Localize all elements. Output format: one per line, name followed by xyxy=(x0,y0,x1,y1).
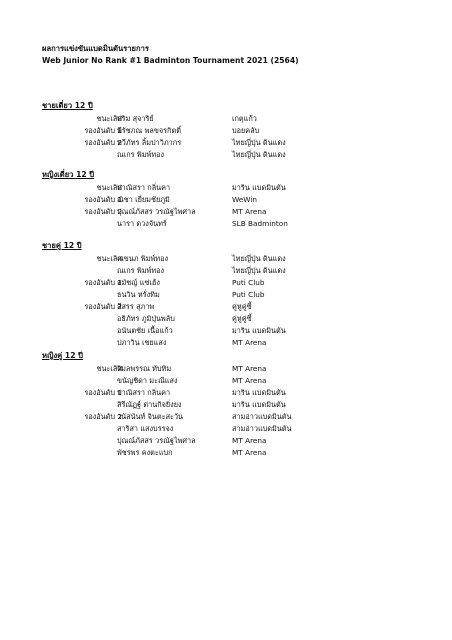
result-row xyxy=(42,435,422,447)
club-name: มาริน แบดมินตัน xyxy=(232,388,286,397)
result-row xyxy=(42,137,422,149)
club-name: บอยคลับ xyxy=(232,126,260,135)
player-name: วิมลพรรณ ทับทิม xyxy=(117,364,172,373)
result-row xyxy=(42,325,422,337)
club-name: ไทยญี่ปุ่น ดินแดง xyxy=(232,266,286,275)
result-row xyxy=(42,289,422,301)
club-name: สามอ่าวแบดมินตัน xyxy=(232,412,292,421)
placing-label: รองอันดับ 1 xyxy=(84,126,122,135)
placing-label: ชนะเลิศ xyxy=(96,254,122,263)
result-row xyxy=(42,218,422,230)
club-name: Puti Club xyxy=(232,278,265,287)
player-name: ปุณณ์ภัสสร วรณัฐไพศาล xyxy=(117,436,196,445)
placing-label: รองอันดับ 1 xyxy=(84,195,122,204)
club-name: MT Arena xyxy=(232,376,267,385)
section-boys-doubles xyxy=(42,240,422,349)
placing-label: รองอันดับ 2 xyxy=(84,302,122,311)
club-name: MT Arena xyxy=(232,436,267,445)
result-row xyxy=(42,387,422,399)
title-thai: ผลการแข่งขันแบดมินตันรายการ xyxy=(42,44,149,53)
section-title: ชายเดี่ยว 12 ปี xyxy=(42,101,93,110)
result-row xyxy=(42,423,422,435)
player-name: ขนัญชิดา มะณีแสง xyxy=(117,376,178,385)
club-name: SLB Badminton xyxy=(232,219,288,228)
club-name: คู่หูคู่ซี้ xyxy=(232,302,252,311)
placing-label: รองอันดับ 2 xyxy=(84,412,122,421)
club-name: สามอ่าวแบดมินตัน xyxy=(232,424,292,433)
placing-label: ชนะเลิศ xyxy=(96,364,122,373)
player-name: อนันตชัย เนื้อแก้ว xyxy=(117,326,173,335)
result-row xyxy=(42,399,422,411)
club-name: MT Arena xyxy=(232,364,267,373)
placing-label: รองอันดับ 1 xyxy=(84,278,122,287)
club-name: เกตุแก้ว xyxy=(232,114,257,123)
placing-label: รองอันดับ 2 xyxy=(84,207,122,216)
placing-label: รองอันดับ 1 xyxy=(84,388,122,397)
player-name: อธิภัทร ภูมิปุ่นพลับ xyxy=(117,314,175,323)
result-row xyxy=(42,265,422,277)
club-name: Puti Club xyxy=(232,290,265,299)
result-row xyxy=(42,313,422,325)
placing-label: ชนะเลิศ xyxy=(96,114,122,123)
club-name: MT Arena xyxy=(232,448,267,457)
club-name: คู่หูคู่ซี้ xyxy=(232,314,252,323)
player-name: ณเกร พิมพ์ทอง xyxy=(117,266,165,275)
player-name: ธนวิน หรั่งทิม xyxy=(117,290,160,299)
section-title: ชายคู่ 12 ปี xyxy=(42,241,82,250)
result-row xyxy=(42,253,422,265)
section-girls-doubles xyxy=(42,350,422,459)
player-name: สาริสา แสงบรรจง xyxy=(117,424,174,433)
placing-label: ชนะเลิศ xyxy=(96,183,122,192)
section-girls-singles xyxy=(42,169,422,230)
result-row xyxy=(42,113,422,125)
result-row xyxy=(42,363,422,375)
club-name: มาริน แบดมินตัน xyxy=(232,400,286,409)
result-row xyxy=(42,301,422,313)
club-name: ไทยญี่ปุ่น ดินแดง xyxy=(232,254,286,263)
player-name: วนัสนันท์ จินตะสะวัน xyxy=(117,412,184,421)
player-name: ณขนภ พิมพ์ทอง xyxy=(117,254,169,263)
club-name: มาริน แบดมินตัน xyxy=(232,326,286,335)
player-name: ปริม สุจาริย์ xyxy=(117,114,154,123)
result-row xyxy=(42,411,422,423)
player-name: สมัชญ์ แซ่เฮ้ง xyxy=(117,278,160,287)
result-row xyxy=(42,182,422,194)
club-name: MT Arena xyxy=(232,338,267,347)
player-name: ปุณณ์ภัสสร วรณัฐไพศาล xyxy=(117,207,196,216)
club-name: MT Arena xyxy=(232,207,267,216)
player-name: ณิชา เยี่ยมชัยภูมิ xyxy=(117,195,170,204)
club-name: WeWin xyxy=(232,195,257,204)
player-name: ปภาวิน เชยแสง xyxy=(117,338,167,347)
result-row xyxy=(42,125,422,137)
result-row xyxy=(42,277,422,289)
club-name: ไทยญี่ปุ่น ดินแดง xyxy=(232,138,286,147)
player-name: สีสรร สุภาพ xyxy=(117,302,155,311)
club-name: มาริน แบดมินตัน xyxy=(232,183,286,192)
title-english: Web Junior No Rank #1 Badminton Tournament 2021 (2564) xyxy=(42,56,299,65)
result-row xyxy=(42,337,422,349)
player-name: พีรัชภณ พลขจรกิตติ์ xyxy=(117,126,181,135)
section-title: หญิงคู่ 12 ปี xyxy=(42,351,83,360)
result-row xyxy=(42,206,422,218)
placing-label: รองอันดับ 2 xyxy=(84,138,122,147)
player-name: นารา ดวงจันทร์ xyxy=(117,219,167,228)
player-name: ปาณิสรา กลิ่นคา xyxy=(117,183,171,192)
section-boys-singles xyxy=(42,100,422,161)
club-name: ไทยญี่ปุ่น ดินแดง xyxy=(232,150,286,159)
section-title: หญิงเดี่ยว 12 ปี xyxy=(42,170,95,179)
result-row xyxy=(42,447,422,459)
player-name: ปาณิสรา กลิ่นคา xyxy=(117,388,171,397)
player-name: พัชรพร คงตะแบก xyxy=(117,448,173,457)
player-name: สิรีณัฏฐ์ ด่านกิจยิ่งยง xyxy=(117,400,182,409)
player-name: ทวีภัทร ลิ้มปาวิภากร xyxy=(117,138,182,147)
document-header xyxy=(42,43,299,67)
result-row xyxy=(42,194,422,206)
result-row xyxy=(42,375,422,387)
player-name: ณเกร พิมพ์ทอง xyxy=(117,150,165,159)
result-row xyxy=(42,149,422,161)
